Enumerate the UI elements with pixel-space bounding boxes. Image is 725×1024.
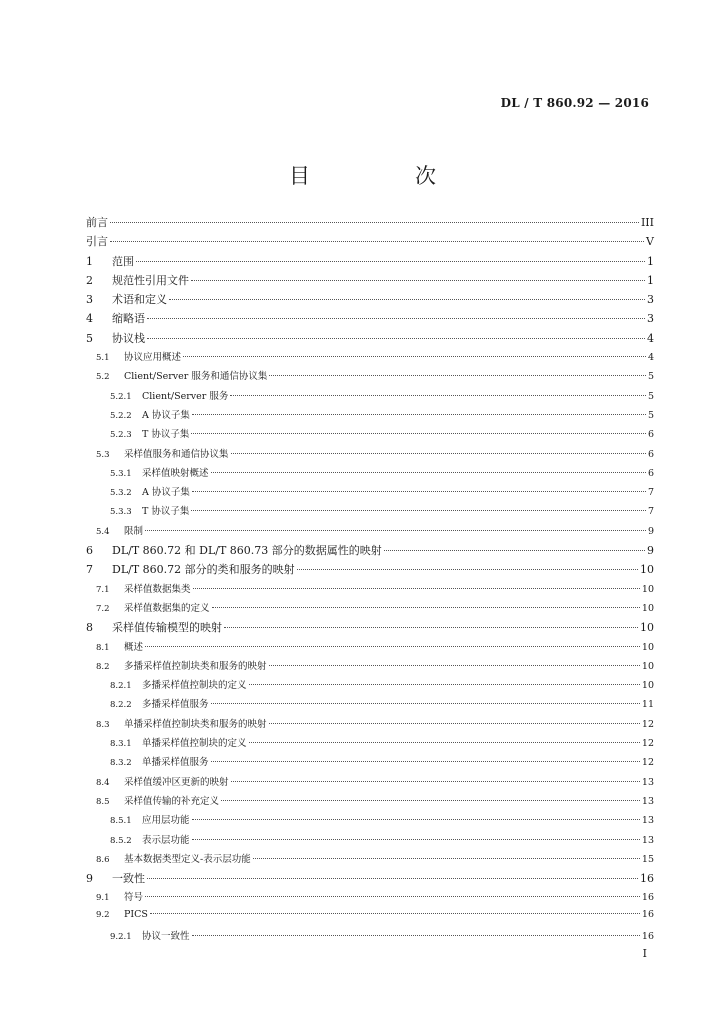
toc-entry-title: A 协议子集: [142, 487, 190, 499]
toc-entry-number: 8.5.2: [110, 835, 132, 846]
toc-entry-page: 5: [647, 371, 654, 383]
toc-entry[interactable]: [86, 677, 654, 696]
toc-entry[interactable]: [86, 812, 654, 831]
toc-entry-title: 多播采样值控制块的定义: [142, 680, 247, 692]
toc-entry[interactable]: [86, 581, 654, 600]
toc-entry-number: 9.1: [96, 893, 110, 904]
toc-entry[interactable]: [86, 542, 654, 561]
toc-entry-title: 单播采样值控制块类和服务的映射: [124, 718, 267, 730]
toc-leader-dots: [230, 394, 646, 396]
toc-leader-dots: [191, 432, 646, 434]
toc-entry-number: 7: [86, 563, 93, 577]
toc-leader-dots: [211, 702, 640, 704]
toc-entry-number: 4: [86, 312, 93, 326]
toc-entry-page: 9: [647, 544, 654, 558]
toc-entry-title: DL/T 860.72 和 DL/T 860.73 部分的数据属性的映射: [112, 544, 382, 558]
toc-entry-number: 6: [86, 544, 93, 558]
toc-entry-number: 5: [86, 331, 93, 345]
toc-entry-page: 10: [641, 583, 654, 595]
toc-leader-dots: [147, 337, 645, 339]
toc-entry[interactable]: [86, 928, 654, 947]
toc-entry-number: 9.2.1: [110, 931, 132, 942]
toc-entry-page: 5: [647, 409, 654, 421]
toc-entry-title: 应用层功能: [142, 815, 190, 827]
toc-entry-page: 10: [641, 602, 654, 614]
toc-leader-dots: [145, 895, 640, 897]
toc-entry[interactable]: [86, 388, 654, 407]
toc-entry[interactable]: [86, 349, 654, 368]
toc-entry[interactable]: [86, 870, 654, 889]
toc-entry-page: 7: [647, 487, 654, 499]
toc-entry-page: 13: [641, 795, 654, 807]
toc-entry[interactable]: [86, 368, 654, 387]
toc-leader-dots: [269, 374, 646, 376]
toc-leader-dots: [192, 818, 640, 820]
toc-entry-number: 9.2: [96, 909, 110, 920]
toc-entry-page: 13: [641, 815, 654, 827]
toc-entry[interactable]: [86, 272, 654, 291]
toc-entry-page: 16: [641, 892, 654, 904]
toc-entry-page: V: [646, 235, 654, 249]
toc-leader-dots: [231, 780, 640, 782]
toc-entry[interactable]: [86, 310, 654, 329]
toc-entry-page: 3: [647, 293, 654, 307]
toc-entry-title: 采样值数据集类: [124, 583, 191, 595]
toc-leader-dots: [192, 934, 640, 936]
toc-leader-dots: [145, 529, 646, 531]
toc-leader-dots: [269, 664, 640, 666]
toc-entry-number: 5.4: [96, 526, 110, 537]
toc-entry-title: 概述: [124, 641, 144, 653]
toc-entry[interactable]: [86, 909, 654, 928]
toc-entry-number: 5.3.3: [110, 507, 132, 518]
toc-entry-title: 基本数据类型定义-表示层功能: [124, 853, 251, 865]
toc-leader-dots: [183, 355, 646, 357]
toc-entry-page: 15: [641, 853, 654, 865]
toc-leader-dots: [110, 240, 644, 242]
toc-leader-dots: [212, 606, 640, 608]
toc-leader-dots: [110, 221, 639, 223]
toc-entry[interactable]: [86, 407, 654, 426]
toc-entry-page: 3: [647, 312, 654, 326]
toc-entry-number: 8.4: [96, 777, 110, 788]
toc-leader-dots: [224, 626, 638, 628]
toc-entry-page: 10: [641, 680, 654, 692]
toc-entry-page: 11: [641, 699, 654, 711]
toc-entry-page: III: [640, 216, 654, 229]
toc-entry-number: 7.1: [96, 584, 110, 595]
toc-leader-dots: [253, 857, 640, 859]
toc-entry-title: Client/Server 服务和通信协议集: [124, 371, 268, 383]
toc-entry-title: 术语和定义: [112, 293, 167, 307]
toc-entry-page: 12: [641, 757, 654, 769]
toc-entry-title: PICS: [124, 908, 148, 920]
toc-entry[interactable]: [86, 851, 654, 870]
toc-leader-dots: [211, 471, 646, 473]
toc-leader-dots: [191, 279, 645, 281]
toc-leader-dots: [269, 722, 640, 724]
toc-leader-dots: [136, 260, 645, 262]
toc-entry-title: 限制: [124, 525, 144, 537]
toc-entry-number: 5.2.1: [110, 391, 132, 402]
toc-entry-page: 6: [647, 448, 654, 460]
toc-entry[interactable]: [86, 426, 654, 445]
toc-entry-number: 9: [86, 872, 93, 886]
toc-entry-page: 10: [641, 641, 654, 653]
toc-entry-page: 4: [647, 352, 654, 364]
toc-leader-dots: [192, 413, 646, 415]
toc-leader-dots: [147, 317, 645, 319]
toc-entry-number: 7.2: [96, 603, 110, 614]
page-title: 目 次: [289, 164, 478, 188]
toc-entry-number: 5.2.3: [110, 430, 132, 441]
toc-entry-number: 5.1: [96, 353, 110, 364]
toc-entry-title: T 协议子集: [142, 429, 190, 441]
toc-leader-dots: [169, 298, 645, 300]
toc-entry-number: 8.3.2: [110, 758, 132, 769]
toc-entry-page: 10: [641, 660, 654, 672]
toc-entry-number: 8.6: [96, 854, 110, 865]
toc-entry[interactable]: [86, 291, 654, 310]
toc-entry-title: 范围: [112, 254, 134, 268]
toc-entry-title: 一致性: [112, 872, 145, 886]
toc-entry-title: Client/Server 服务: [142, 390, 229, 402]
toc-entry-number: 1: [86, 254, 93, 268]
toc-entry-page: 6: [647, 429, 654, 441]
toc-entry-title: 引言: [86, 235, 108, 249]
toc-entry[interactable]: [86, 233, 654, 252]
toc-entry-page: 12: [641, 738, 654, 750]
table-of-contents: [86, 214, 654, 947]
toc-entry-page: 16: [641, 930, 654, 942]
toc-entry-title: 采样值传输的补充定义: [124, 795, 220, 807]
toc-leader-dots: [145, 645, 640, 647]
toc-entry-page: 16: [640, 872, 654, 886]
toc-leader-dots: [192, 838, 640, 840]
toc-entry-title: 单播采样值控制块的定义: [142, 738, 247, 750]
toc-entry-title: 采样值传输模型的映射: [112, 621, 222, 635]
toc-entry[interactable]: [86, 465, 654, 484]
toc-entry[interactable]: [86, 330, 654, 349]
toc-entry-number: 3: [86, 293, 93, 307]
toc-entry-page: 1: [647, 273, 654, 287]
toc-entry-number: 8.5.1: [110, 816, 132, 827]
toc-entry-title: DL/T 860.72 部分的类和服务的映射: [112, 563, 295, 577]
toc-leader-dots: [147, 877, 638, 879]
toc-entry-title: T 协议子集: [142, 506, 190, 518]
toc-entry[interactable]: [86, 696, 654, 715]
toc-entry-number: 5.3: [96, 449, 110, 460]
toc-entry-title: 缩略语: [112, 312, 145, 326]
toc-entry[interactable]: [86, 639, 654, 658]
toc-leader-dots: [384, 549, 645, 551]
toc-entry-number: 5.2: [96, 372, 110, 383]
toc-leader-dots: [192, 490, 646, 492]
toc-entry-number: 5.2.2: [110, 410, 132, 421]
toc-entry[interactable]: [86, 735, 654, 754]
toc-entry[interactable]: [86, 754, 654, 773]
toc-entry-number: 8.2.1: [110, 681, 132, 692]
toc-entry-title: 多播采样值控制块类和服务的映射: [124, 660, 267, 672]
toc-entry-page: 5: [647, 390, 654, 402]
toc-entry[interactable]: [86, 619, 654, 638]
toc-entry-page: 1: [647, 254, 654, 268]
toc-entry[interactable]: [86, 253, 654, 272]
toc-entry-number: 8: [86, 621, 93, 635]
toc-entry[interactable]: [86, 889, 654, 908]
toc-entry-page: 12: [641, 718, 654, 730]
toc-entry-page: 16: [641, 908, 654, 920]
toc-entry[interactable]: [86, 561, 654, 580]
toc-entry-page: 10: [640, 563, 654, 577]
toc-entry-number: 8.3.1: [110, 739, 132, 750]
toc-entry[interactable]: [86, 446, 654, 465]
toc-leader-dots: [150, 912, 640, 914]
toc-entry-number: 8.1: [96, 642, 110, 653]
toc-leader-dots: [249, 741, 640, 743]
toc-leader-dots: [211, 760, 640, 762]
toc-entry[interactable]: [86, 793, 654, 812]
toc-entry-title: 采样值服务和通信协议集: [124, 448, 229, 460]
toc-entry-title: 采样值缓冲区更新的映射: [124, 776, 229, 788]
toc-entry-title: 采样值数据集的定义: [124, 602, 210, 614]
toc-entry-title: 单播采样值服务: [142, 757, 209, 769]
toc-entry-page: 9: [647, 525, 654, 537]
toc-entry-title: 协议一致性: [142, 930, 190, 942]
toc-entry-number: 5.3.1: [110, 468, 132, 479]
toc-leader-dots: [297, 568, 638, 570]
toc-leader-dots: [231, 452, 646, 454]
toc-entry-number: 2: [86, 273, 93, 287]
toc-leader-dots: [249, 683, 640, 685]
toc-entry-page: 4: [647, 331, 654, 345]
toc-entry-title: 规范性引用文件: [112, 273, 189, 287]
page-number: I: [642, 947, 647, 960]
toc-entry[interactable]: [86, 214, 654, 233]
toc-entry-number: 8.2: [96, 661, 110, 672]
toc-entry[interactable]: [86, 523, 654, 542]
toc-entry-page: 7: [647, 506, 654, 518]
toc-leader-dots: [221, 799, 640, 801]
toc-entry-title: 符号: [124, 892, 144, 904]
toc-entry-title: A 协议子集: [142, 409, 190, 421]
toc-entry[interactable]: [86, 716, 654, 735]
toc-entry-page: 6: [647, 467, 654, 479]
toc-entry-title: 采样值映射概述: [142, 467, 209, 479]
toc-entry[interactable]: [86, 484, 654, 503]
toc-entry[interactable]: [86, 774, 654, 793]
toc-leader-dots: [193, 587, 640, 589]
toc-entry-number: 8.5: [96, 796, 110, 807]
toc-leader-dots: [191, 509, 646, 511]
toc-entry-title: 多播采样值服务: [142, 699, 209, 711]
toc-entry[interactable]: [86, 600, 654, 619]
toc-entry-number: 8.3: [96, 719, 110, 730]
toc-entry-page: 10: [640, 621, 654, 635]
toc-entry-title: 协议栈: [112, 331, 145, 345]
toc-entry[interactable]: [86, 832, 654, 851]
toc-entry-page: 13: [641, 776, 654, 788]
toc-entry[interactable]: [86, 658, 654, 677]
toc-entry-title: 协议应用概述: [124, 352, 182, 364]
standard-code-header: DL / T 860.92 — 2016: [500, 96, 649, 110]
toc-entry-number: 5.3.2: [110, 488, 132, 499]
toc-entry-title: 前言: [86, 216, 108, 229]
toc-entry-page: 13: [641, 834, 654, 846]
toc-entry[interactable]: [86, 503, 654, 522]
toc-entry-title: 表示层功能: [142, 834, 190, 846]
toc-entry-number: 8.2.2: [110, 700, 132, 711]
